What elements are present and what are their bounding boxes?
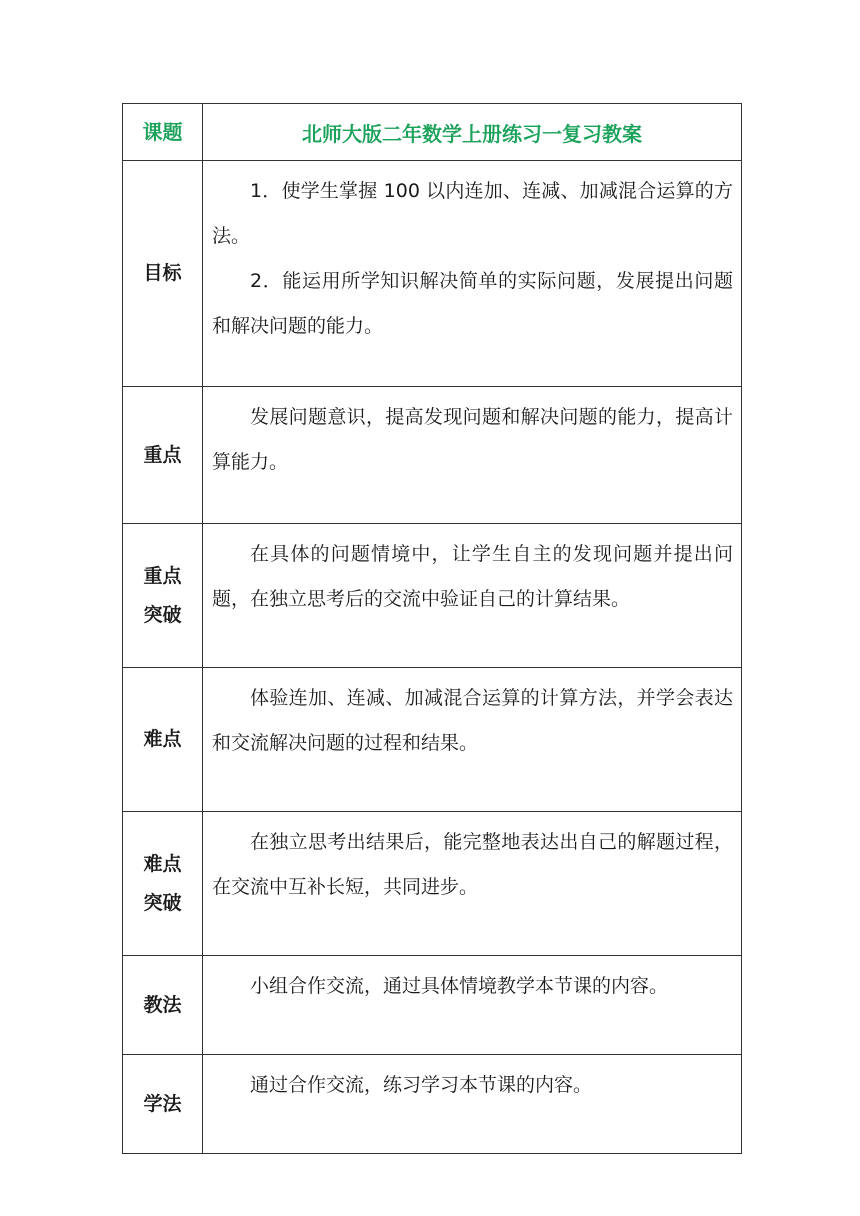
lesson-plan-table: [122, 103, 742, 1154]
row-goals: [123, 161, 742, 387]
row-content-teaching-method: [203, 956, 742, 1055]
row-label-goals: 目标: [123, 161, 203, 387]
learning-method-paragraph: 通过合作交流，练习学习本节课的内容。: [250, 1074, 593, 1096]
key-breakthrough-paragraph: 在具体的问题情境中，让学生自主的发现问题并提出问题，在独立思考后的交流中验证自己的计算结果。: [212, 543, 733, 610]
goal-paragraph-2: 2．能运用所学知识解决简单的实际问题，发展提出问题和解决问题的能力。: [212, 270, 733, 337]
title-label: 课题: [123, 104, 203, 161]
row-label-key-point: 重点: [123, 387, 203, 524]
row-content-key-point-breakthrough: [203, 524, 742, 668]
key-point-paragraph: 发展问题意识，提高发现问题和解决问题的能力，提高计算能力。: [212, 406, 733, 473]
row-label-difficulty-breakthrough: [123, 812, 203, 956]
difficulty-paragraph: 体验连加、连减、加减混合运算的计算方法，并学会表达和交流解决问题的过程和结果。: [212, 687, 733, 754]
row-content-key-point: [203, 387, 742, 524]
lesson-title: 北师大版二年数学上册练习一复习教案: [203, 104, 742, 161]
row-content-learning-method: [203, 1055, 742, 1154]
row-label-learning-method: 学法: [123, 1055, 203, 1154]
row-label-difficulty: 难点: [123, 668, 203, 812]
row-difficulty: [123, 668, 742, 812]
label-line-key-2: 突破: [143, 603, 182, 626]
row-teaching-method: [123, 956, 742, 1055]
row-key-point: [123, 387, 742, 524]
label-line-diff-2: 突破: [143, 891, 182, 914]
row-label-key-point-breakthrough: [123, 524, 203, 668]
row-label-teaching-method: 教法: [123, 956, 203, 1055]
row-content-difficulty-breakthrough: [203, 812, 742, 956]
row-content-difficulty: [203, 668, 742, 812]
label-line-key-1: 重点: [143, 564, 182, 587]
teaching-method-paragraph: 小组合作交流，通过具体情境教学本节课的内容。: [250, 975, 669, 997]
row-difficulty-breakthrough: [123, 812, 742, 956]
row-content-goals: [203, 161, 742, 387]
label-line-diff-1: 难点: [143, 852, 182, 875]
title-row: [123, 104, 742, 161]
row-learning-method: [123, 1055, 742, 1154]
row-key-point-breakthrough: [123, 524, 742, 668]
difficulty-breakthrough-paragraph: 在独立思考出结果后，能完整地表达出自己的解题过程，在交流中互补长短，共同进步。: [212, 831, 733, 898]
goal-paragraph-1: 1．使学生掌握 100 以内连加、连减、加减混合运算的方法。: [212, 180, 733, 247]
